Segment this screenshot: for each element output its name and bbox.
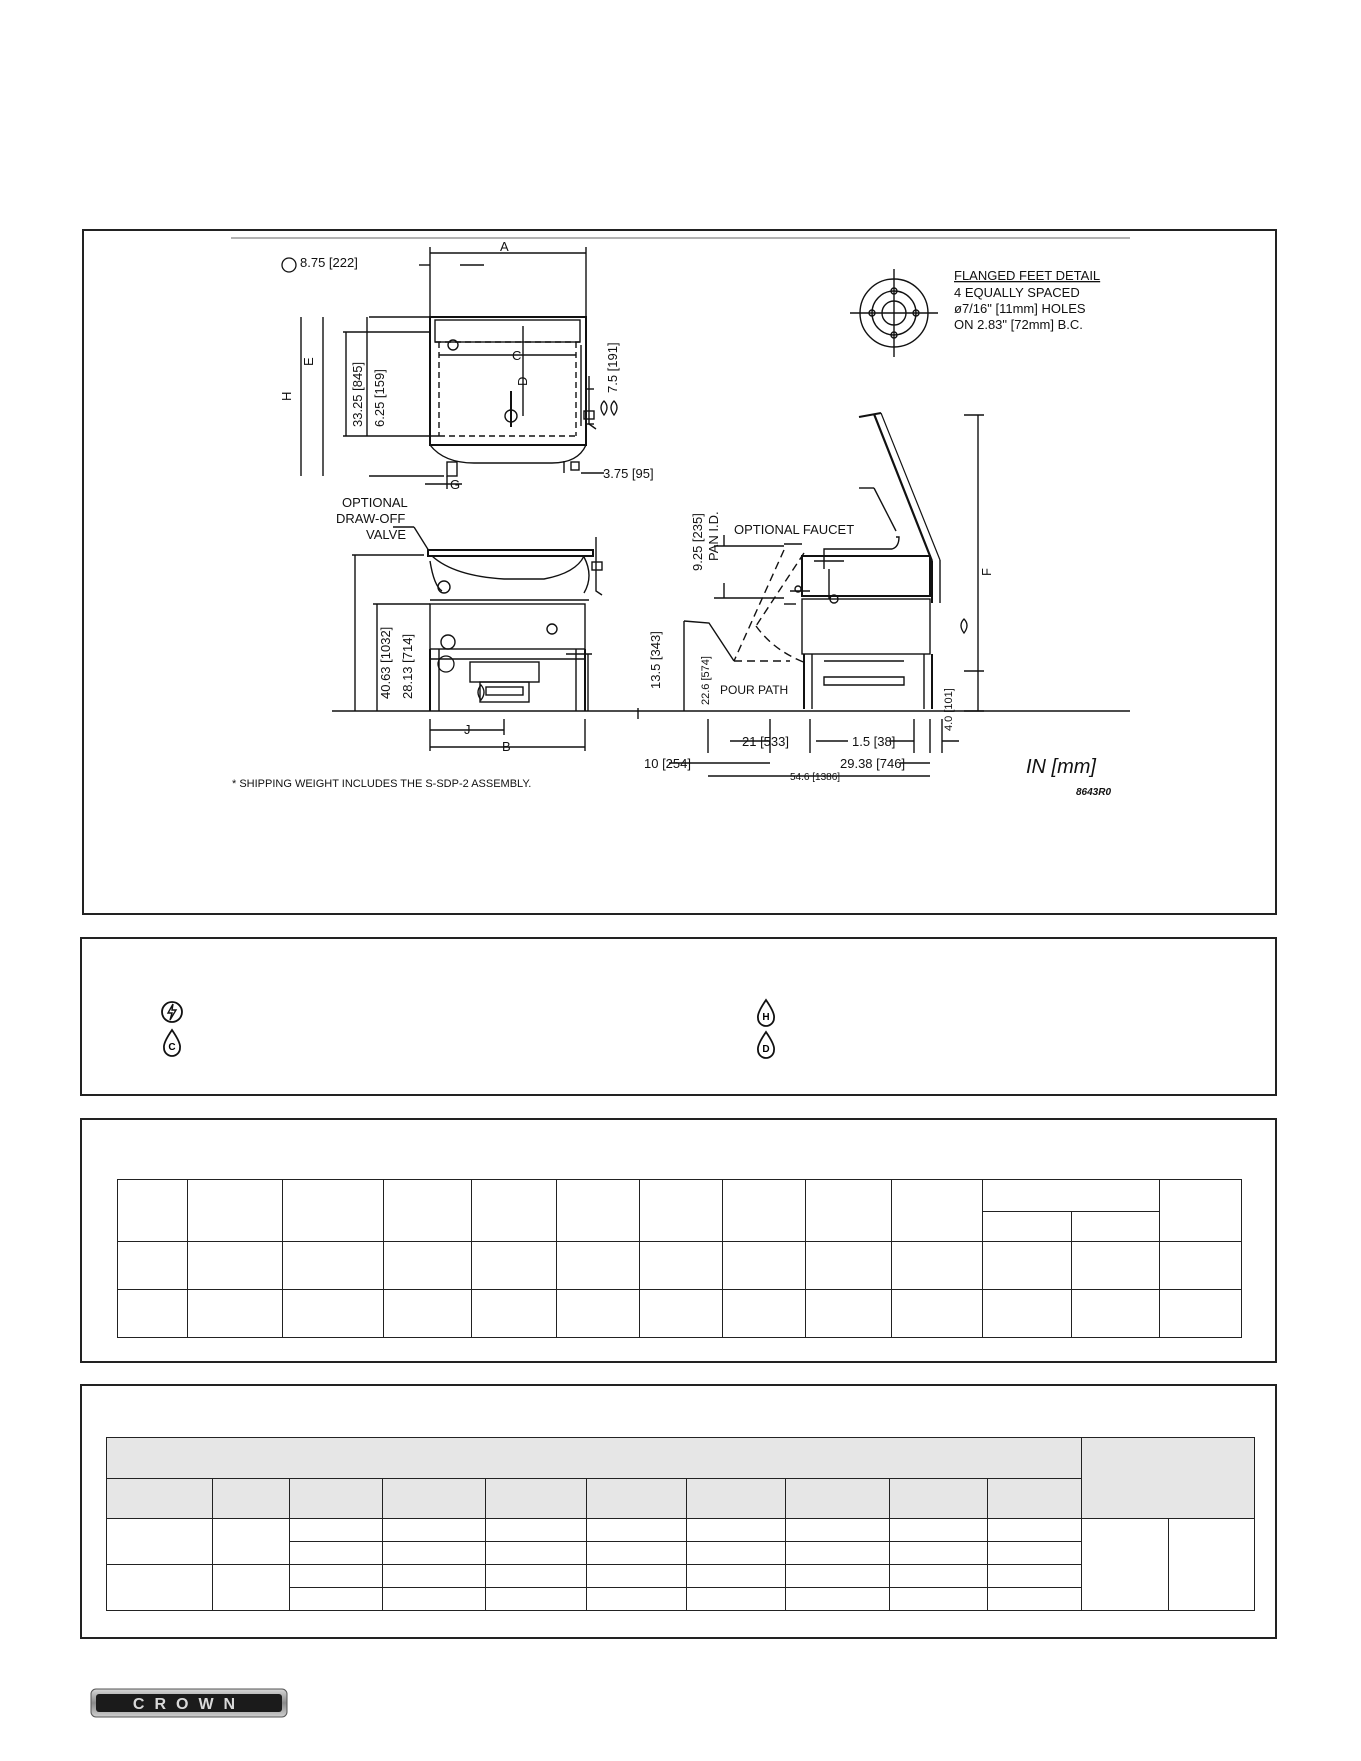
dim-g: G	[450, 477, 461, 492]
dimensions-table	[117, 1179, 1242, 1338]
flanged-feet-line1: 4 EQUALLY SPACED	[954, 285, 1080, 300]
table-row	[118, 1290, 1242, 1338]
table-header-cell	[107, 1479, 213, 1519]
dim-h: H	[279, 391, 294, 401]
pour-path-label: POUR PATH	[720, 683, 789, 697]
table-header-cell	[890, 1479, 988, 1519]
dim-c: C	[512, 348, 522, 363]
drain-letter: D	[762, 1044, 770, 1055]
table-header-cell	[988, 1479, 1082, 1519]
dim-1-5: 1.5 [38]	[852, 734, 896, 749]
drawing-panel	[82, 229, 1277, 915]
table-header-cell	[118, 1180, 188, 1242]
dim-40-63: 40.63 [1032]	[378, 626, 393, 699]
table-header-cell	[892, 1180, 983, 1242]
dim-pan-depth: 9.25 [235]	[690, 513, 705, 571]
units-label: IN [mm]	[1026, 756, 1096, 778]
hot-water-letter: H	[762, 1012, 770, 1023]
electrical-icon	[160, 997, 184, 1027]
table-header-cell	[107, 1438, 1082, 1479]
table-row	[118, 1242, 1242, 1290]
crown-logo	[90, 1688, 288, 1718]
table-header-cell	[486, 1479, 587, 1519]
electrical-table-panel	[80, 1384, 1277, 1639]
flanged-feet-title: FLANGED FEET DETAIL	[954, 268, 1101, 283]
hot-water-icon	[754, 997, 778, 1027]
dim-a: A	[500, 239, 509, 254]
table-header-cell	[290, 1479, 383, 1519]
dim-13-5: 13.5 [343]	[648, 631, 663, 689]
table-header-cell	[1160, 1180, 1242, 1242]
electrical-table	[106, 1437, 1255, 1611]
table-header-cell	[982, 1180, 1159, 1212]
shipping-footnote: * SHIPPING WEIGHT INCLUDES THE S-SDP-2 ASSEMBLY.	[232, 778, 532, 790]
dim-10: 10 [254]	[644, 756, 691, 771]
table-header-cell	[687, 1479, 786, 1519]
table-header-cell	[722, 1180, 806, 1242]
logo-text: CROWN	[132, 1696, 246, 1713]
table-header-cell	[806, 1180, 892, 1242]
dim-f: F	[979, 568, 994, 576]
dim-j: J	[464, 722, 471, 737]
dim-3-75: 3.75 [95]	[603, 466, 654, 481]
table-header-cell	[1071, 1212, 1160, 1242]
table-header-cell	[213, 1479, 290, 1519]
dim-54-6: 54.6 [1386]	[790, 772, 841, 783]
dim-21: 21 [533]	[742, 734, 789, 749]
table-header-cell	[1082, 1438, 1255, 1519]
optional-valve-label-1: OPTIONAL	[342, 495, 408, 510]
dimensions-table-panel	[80, 1118, 1277, 1363]
dim-7-5: 7.5 [191]	[605, 342, 620, 393]
optional-valve-label-2: DRAW-OFF	[336, 511, 406, 526]
table-header-cell	[557, 1180, 640, 1242]
dim-b: B	[502, 739, 511, 754]
table-row	[107, 1519, 1255, 1542]
dim-22-6: 22.6 [574]	[700, 656, 712, 705]
dim-6-25: 6.25 [159]	[372, 369, 387, 427]
dim-29-38: 29.38 [746]	[840, 756, 906, 771]
table-header-cell	[587, 1479, 687, 1519]
table-header-cell	[384, 1180, 472, 1242]
drain-icon	[754, 1029, 778, 1059]
table-header-cell	[471, 1180, 557, 1242]
flanged-feet-line3: ON 2.83" [72mm] B.C.	[954, 317, 1083, 332]
dim-elec-offset: 8.75 [222]	[300, 255, 358, 270]
table-header-cell	[982, 1212, 1071, 1242]
table-header-cell	[187, 1180, 283, 1242]
table-header-cell	[640, 1180, 723, 1242]
dim-4-0: 4.0 [101]	[943, 688, 955, 731]
table-header-cell	[283, 1180, 384, 1242]
utility-legend-panel	[80, 937, 1277, 1096]
cold-water-letter: C	[168, 1042, 176, 1053]
dim-d: D	[515, 376, 530, 386]
dim-28-13: 28.13 [714]	[400, 633, 415, 699]
table-header-cell	[786, 1479, 890, 1519]
dim-e: E	[301, 357, 316, 366]
cold-water-icon	[160, 1027, 184, 1057]
drawing-number: 8643R0	[1076, 787, 1112, 798]
dim-pan-id: PAN I.D.	[706, 511, 721, 561]
optional-valve-label-3: VALVE	[366, 527, 406, 542]
optional-faucet-label: OPTIONAL FAUCET	[734, 522, 855, 537]
table-header-cell	[383, 1479, 486, 1519]
technical-drawing	[84, 231, 1275, 913]
dim-33-25: 33.25 [845]	[350, 361, 365, 427]
flanged-feet-line2: ø7/16" [11mm] HOLES	[954, 301, 1086, 316]
